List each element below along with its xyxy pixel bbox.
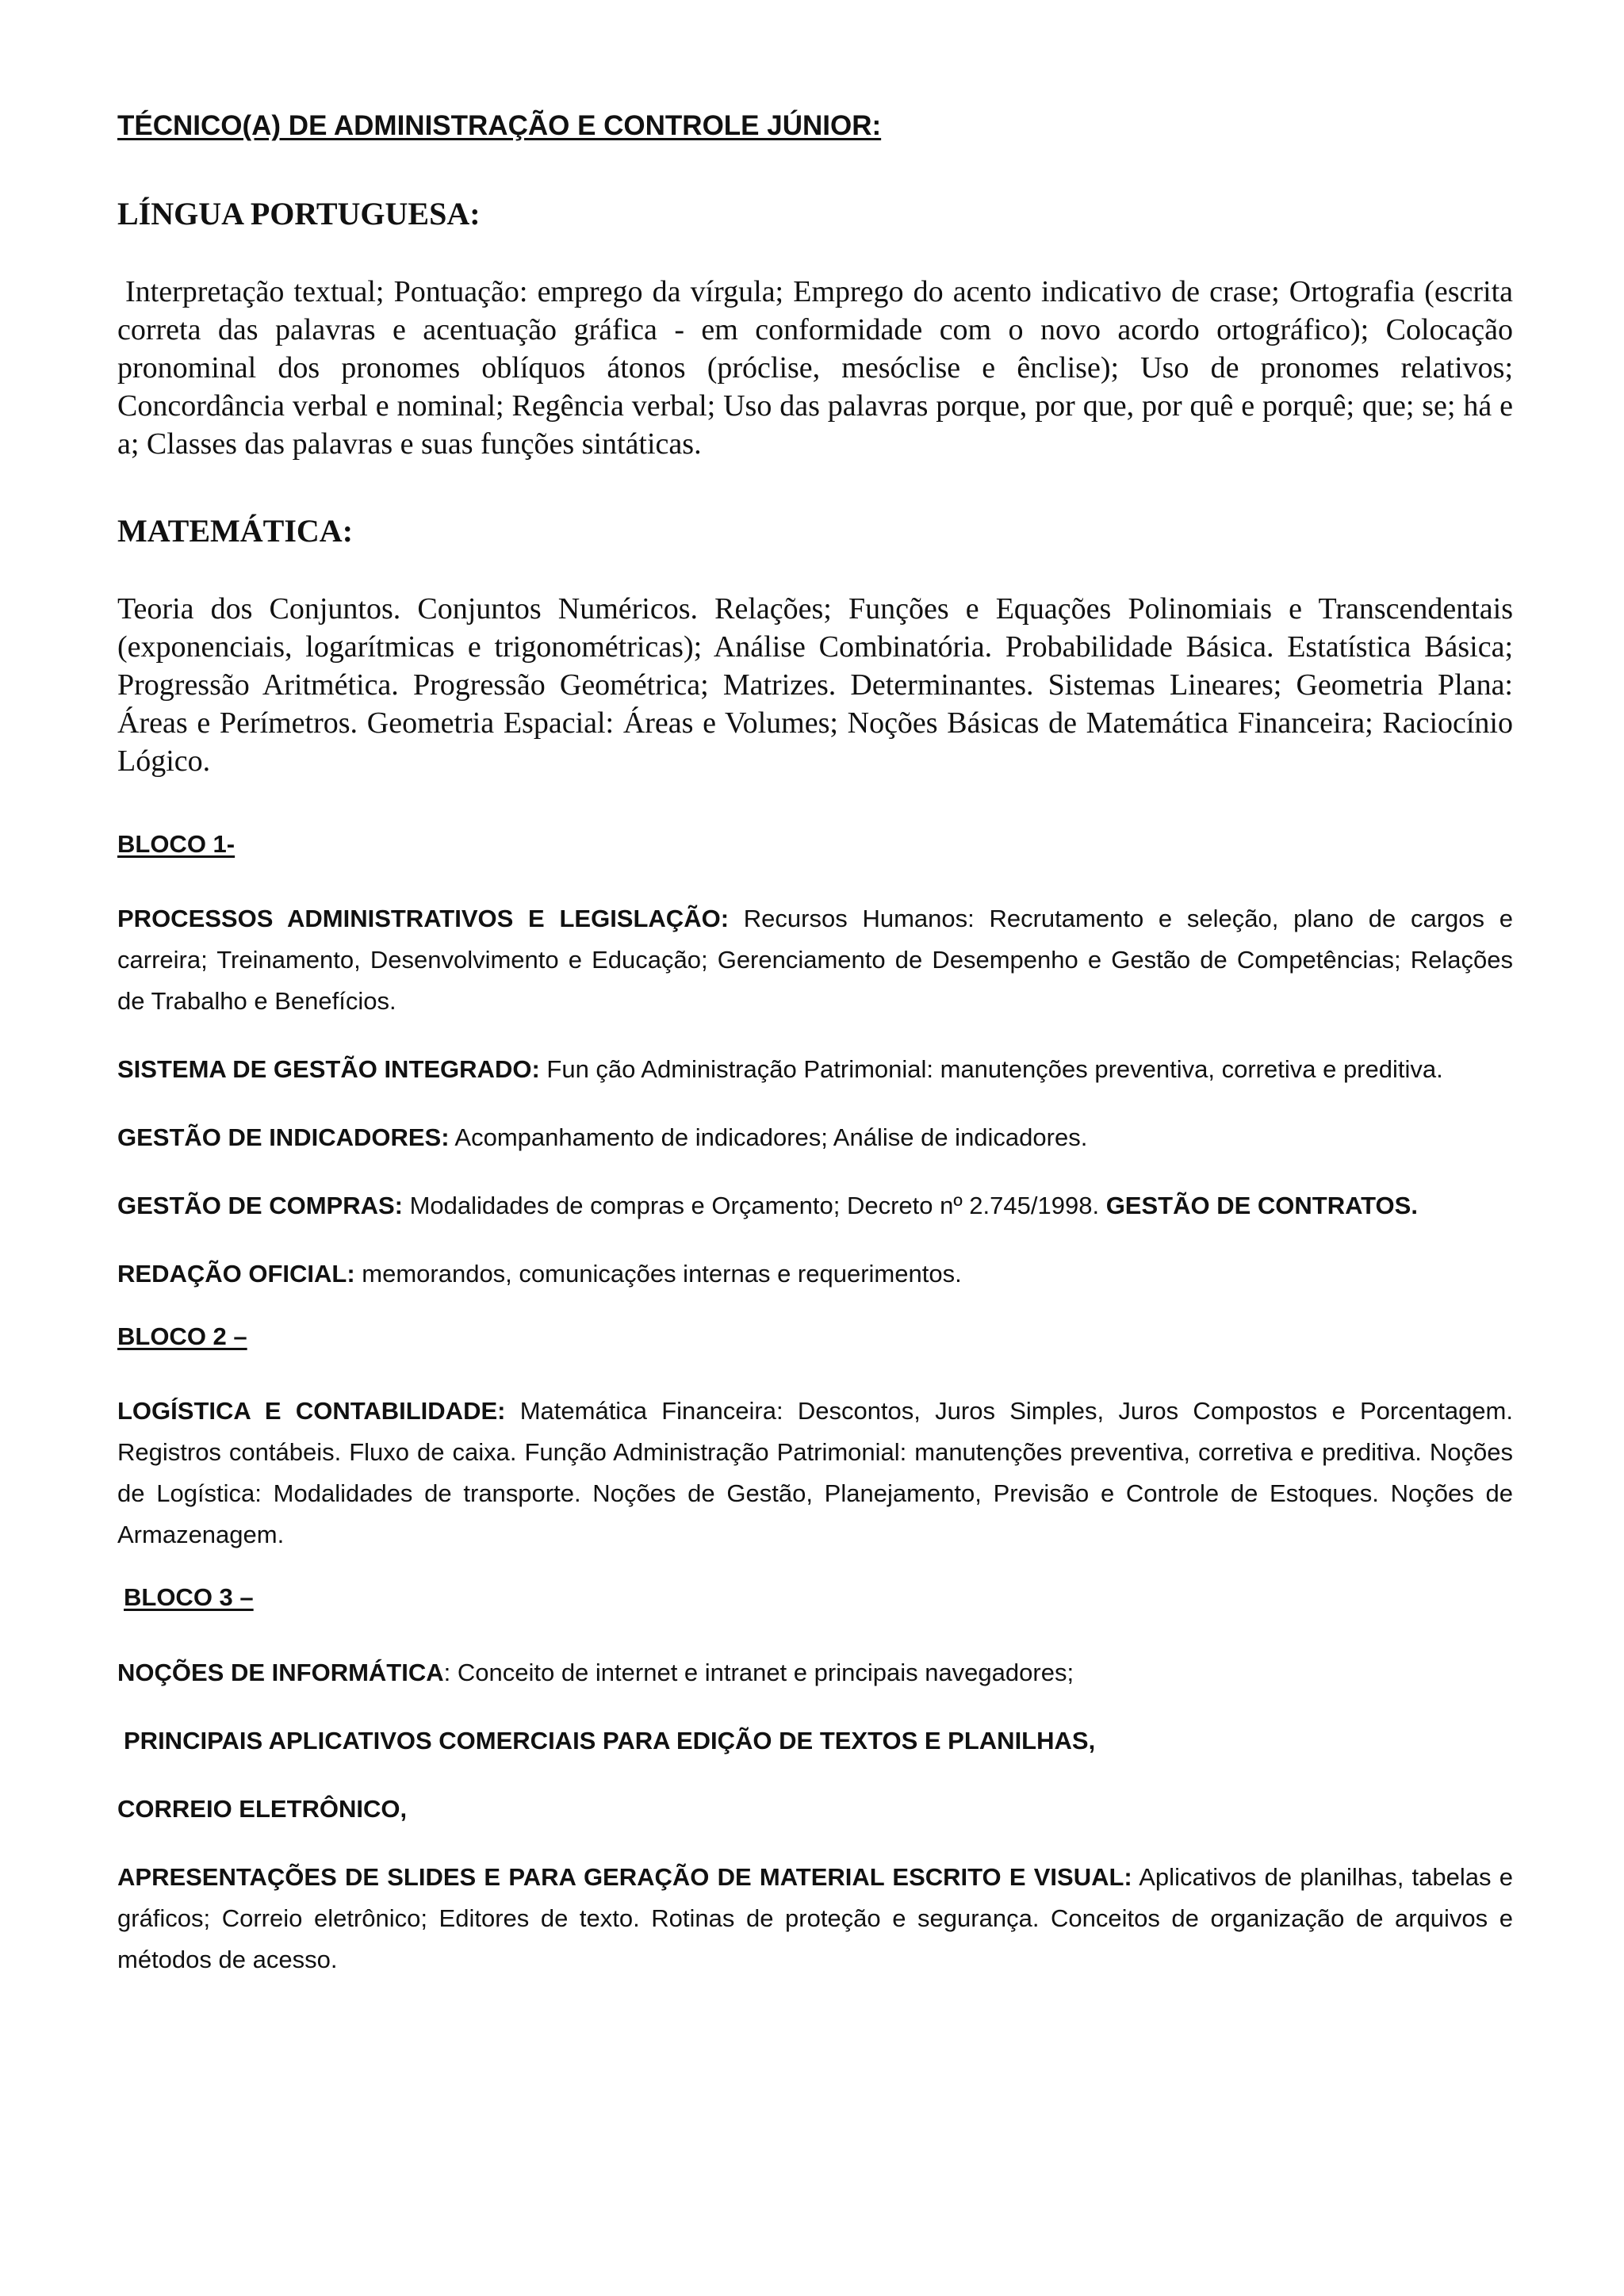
apresentacoes-section: [117, 1857, 1513, 1980]
gestao-indicadores-text: Acompanhamento de indicadores; Análise de indicadores.: [449, 1123, 1088, 1152]
sistema-gestao-label: SISTEMA DE GESTÃO INTEGRADO:: [117, 1055, 540, 1084]
bloco-3-label: BLOCO 3 –: [124, 1583, 254, 1612]
lingua-portuguesa-heading: LÍNGUA PORTUGUESA:: [117, 196, 481, 232]
processos-administrativos-section: [117, 898, 1513, 1022]
matematica-heading: MATEMÁTICA:: [117, 513, 354, 549]
aplicativos-comerciais-heading: PRINCIPAIS APLICATIVOS COMERCIAIS PARA EDIÇÃO DE TEXTOS E PLANILHAS,: [124, 1726, 1096, 1755]
logistica-label: LOGÍSTICA E CONTABILIDADE:: [117, 1397, 506, 1425]
gestao-indicadores-section: [117, 1117, 1513, 1158]
nocoes-informatica-section: [117, 1652, 1513, 1693]
correio-eletronico-heading: CORREIO ELETRÔNICO,: [117, 1794, 408, 1823]
apresentacoes-text: Aplicativos de planilhas, tabelas e gráficos; Correio eletrônico; Editores de texto. Rotinas de proteção e segurança. Conceitos de organização de arquivos e métodos de acesso.: [117, 1862, 1513, 1973]
gestao-compras-label: GESTÃO DE COMPRAS:: [117, 1192, 403, 1220]
sistema-gestao-section: [117, 1049, 1513, 1090]
gestao-indicadores-label: GESTÃO DE INDICADORES:: [117, 1123, 450, 1152]
lingua-portuguesa-text: Interpretação textual; Pontuação: emprego da vírgula; Emprego do acento indicativo de crase; Ortografia (escrita correta das palavras e acentuação gráfica - em conformidade com o novo acordo ortográfico); Colocação pronominal dos pronomes oblíquos átonos (próclise, mesóclise e ênclise); Uso de pronomes relativos; Concordância verbal e nominal; Regência verbal; Uso das palavras porque, por que, por quê e porquê; que; se; há e a; Classes das palavras e suas funções sintáticas.: [117, 275, 1513, 461]
gestao-contratos-label: GESTÃO DE CONTRATOS.: [1105, 1192, 1418, 1220]
nocoes-informatica-text: : Conceito de internet e intranet e principais navegadores;: [443, 1658, 1074, 1686]
redacao-oficial-text: memorandos, comunicações internas e requerimentos.: [354, 1260, 962, 1288]
logistica-section: [117, 1391, 1513, 1556]
processos-administrativos-text: Recursos Humanos: Recrutamento e seleção, plano de cargos e carreira; Treinamento, Desenvolvimento e Educação; Gerenciamento de Desempenho e Gestão de Competências; Relações de Trabalho e Benefícios.: [117, 905, 1513, 1016]
document-page: [117, 109, 1513, 2007]
nocoes-informatica-label: NOÇÕES DE INFORMÁTICA: [117, 1658, 444, 1686]
bloco-2-label: BLOCO 2 –: [117, 1322, 247, 1351]
processos-administrativos-label: PROCESSOS ADMINISTRATIVOS E LEGISLAÇÃO:: [117, 905, 730, 933]
sistema-gestao-text: Fun ção Administração Patrimonial: manutenções preventiva, corretiva e preditiva.: [539, 1055, 1443, 1084]
gestao-compras-section: [117, 1185, 1513, 1226]
bloco-1-label: BLOCO 1-: [117, 830, 236, 858]
logistica-text: Matemática Financeira: Descontos, Juros Simples, Juros Compostos e Porcentagem. Registros contábeis. Fluxo de caixa. Função Administração Patrimonial: manutenções preventiva, corretiva e preditiva. Noções de Logística: Modalidades de transporte. Noções de Gestão, Planejamento, Previsão e Controle de Estoques. Noções de Armazenagem.: [117, 1397, 1513, 1549]
redacao-oficial-label: REDAÇÃO OFICIAL:: [117, 1260, 355, 1288]
redacao-oficial-section: [117, 1253, 1513, 1295]
gestao-compras-text: Modalidades de compras e Orçamento; Decreto nº 2.745/1998.: [402, 1192, 1106, 1220]
page-title: TÉCNICO(A) DE ADMINISTRAÇÃO E CONTROLE JÚNIOR:: [117, 110, 882, 141]
apresentacoes-label: APRESENTAÇÕES DE SLIDES E PARA GERAÇÃO DE MATERIAL ESCRITO E VISUAL:: [117, 1862, 1132, 1891]
matematica-text: Teoria dos Conjuntos. Conjuntos Numéricos. Relações; Funções e Equações Polinomiais e Transcendentais (exponenciais, logarítmicas e trigonométricas); Análise Combinatória. Probabilidade Básica. Estatística Básica; Progressão Aritmética. Progressão Geométrica; Matrizes. Determinantes. Sistemas Lineares; Geometria Plana: Áreas e Perímetros. Geometria Espacial: Áreas e Volumes; Noções Básicas de Matemática Financeira; Raciocínio Lógico.: [117, 592, 1513, 778]
